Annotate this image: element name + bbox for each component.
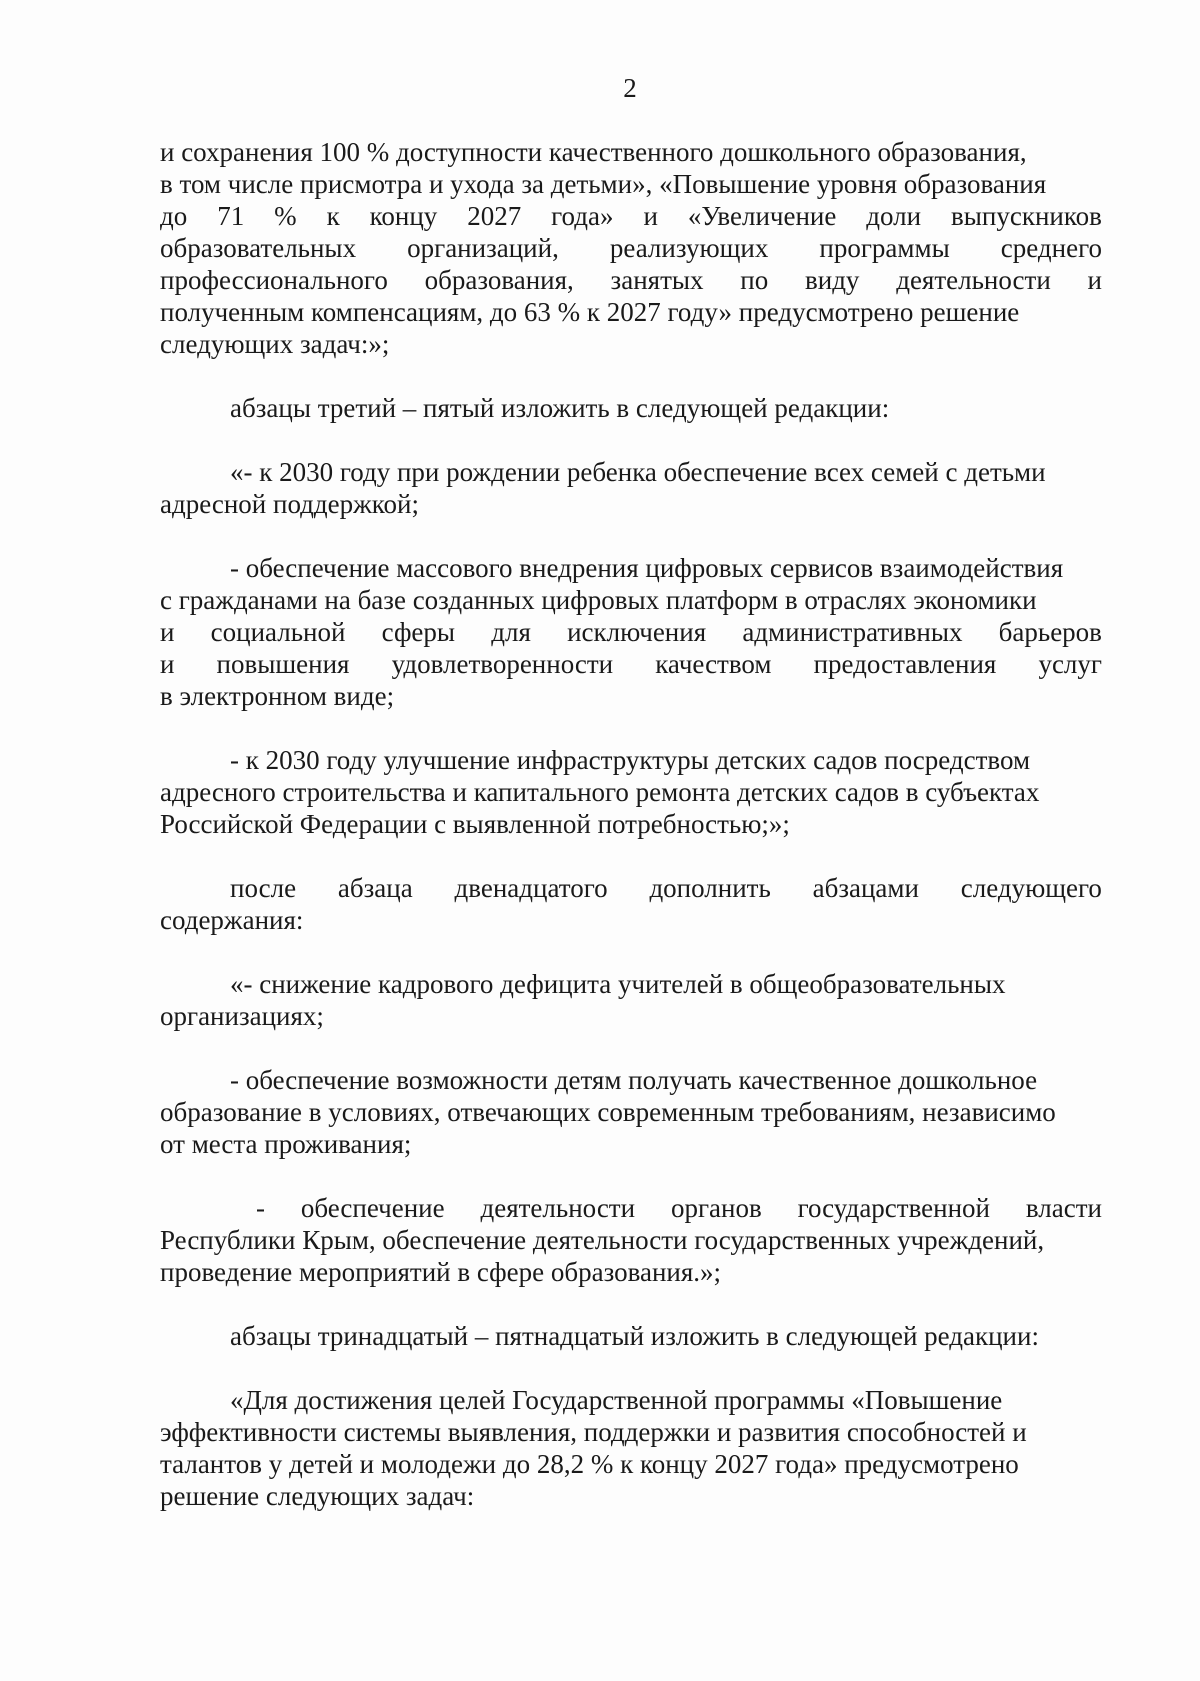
- word: и: [160, 617, 175, 647]
- page-number: 2: [623, 73, 637, 103]
- word: повышения: [216, 649, 350, 679]
- paragraph-6: [160, 872, 1102, 936]
- word: %: [274, 201, 297, 231]
- word: реализующих: [609, 233, 769, 263]
- word: деятельности: [896, 265, 1051, 295]
- text-line-justified: [160, 616, 1102, 648]
- paragraph-8: [160, 1064, 1102, 1160]
- word: исключения: [567, 617, 707, 647]
- word: после: [230, 873, 297, 903]
- word: виду: [805, 265, 860, 295]
- text-line: Республики Крым, обеспечение деятельности государственных учреждений,: [160, 1225, 1045, 1255]
- word: органов: [670, 1193, 762, 1223]
- text-line: - обеспечение массового внедрения цифровых сервисов взаимодействия: [230, 553, 1064, 583]
- text-line-justified: [160, 872, 1102, 904]
- word: программы: [819, 233, 950, 263]
- paragraph-7: [160, 968, 1102, 1032]
- word: обеспечение: [300, 1193, 445, 1223]
- paragraph-2: [160, 392, 1102, 424]
- word: следующего: [960, 873, 1102, 903]
- word: организаций,: [407, 233, 559, 263]
- text-line: «- снижение кадрового дефицита учителей в общеобразовательных: [230, 969, 1006, 999]
- text-line: проведение мероприятий в сфере образования.»;: [160, 1257, 722, 1287]
- text-line: - к 2030 году улучшение инфраструктуры детских садов посредством: [230, 745, 1031, 775]
- text-line: Российской Федерации с выявленной потребностью;»;: [160, 809, 790, 839]
- word: сферы: [381, 617, 456, 647]
- text-line: с гражданами на базе созданных цифровых платформ в отраслях экономики: [160, 585, 1037, 615]
- text-line: и сохранения 100 % доступности качественного дошкольного образования,: [160, 137, 1027, 167]
- word: дополнить: [649, 873, 771, 903]
- word: среднего: [1000, 233, 1102, 263]
- word: года»: [551, 201, 614, 231]
- word: 71: [217, 201, 245, 231]
- text-line-justified: [160, 648, 1102, 680]
- word: и: [643, 201, 658, 231]
- word: и: [160, 649, 175, 679]
- word: деятельности: [480, 1193, 636, 1223]
- text-line: абзацы тринадцатый – пятнадцатый изложить в следующей редакции:: [230, 1321, 1039, 1351]
- text-line-justified: [160, 232, 1102, 264]
- text-line: в электронном виде;: [160, 681, 395, 711]
- word: удовлетворенности: [391, 649, 614, 679]
- text-line: талантов у детей и молодежи до 28,2 % к концу 2027 года» предусмотрено: [160, 1449, 1019, 1479]
- word: профессионального: [160, 265, 388, 295]
- word: и: [1087, 265, 1102, 295]
- text-line: организациях;: [160, 1001, 324, 1031]
- word: образовательных: [160, 233, 357, 263]
- word: абзаца: [337, 873, 413, 903]
- word: концу: [369, 201, 438, 231]
- word: социальной: [210, 617, 346, 647]
- word: услуг: [1038, 649, 1102, 679]
- word: по: [740, 265, 769, 295]
- word: для: [491, 617, 531, 647]
- text-line: в том числе присмотра и ухода за детьми», «Повышение уровня образования: [160, 169, 1047, 199]
- word: административных: [742, 617, 963, 647]
- text-line: содержания:: [160, 905, 304, 935]
- paragraph-9: [160, 1192, 1102, 1288]
- text-line: полученным компенсациям, до 63 % к 2027 году» предусмотрено решение: [160, 297, 1020, 327]
- text-line: от места проживания;: [160, 1129, 412, 1159]
- text-line: «- к 2030 году при рождении ребенка обеспечение всех семей с детьми: [230, 457, 1046, 487]
- word: занятых: [610, 265, 704, 295]
- paragraph-5: [160, 744, 1102, 840]
- text-line: абзацы третий – пятый изложить в следующей редакции:: [230, 393, 890, 423]
- word: до: [160, 201, 188, 231]
- word: доли: [866, 201, 922, 231]
- word: двенадцатого: [454, 873, 608, 903]
- paragraph-1: [160, 136, 1102, 360]
- word: власти: [1025, 1193, 1102, 1223]
- text-line: «Для достижения целей Государственной программы «Повышение: [230, 1385, 1003, 1415]
- text-line: адресного строительства и капитального ремонта детских садов в субъектах: [160, 777, 1040, 807]
- document-body: [160, 136, 1102, 1512]
- word: 2027: [467, 201, 522, 231]
- paragraph-4: [160, 552, 1102, 712]
- text-line-justified: [160, 1192, 1102, 1224]
- paragraph-11: [160, 1384, 1102, 1512]
- text-line: эффективности системы выявления, поддержки и развития способностей и: [160, 1417, 1027, 1447]
- word: предоставления: [813, 649, 997, 679]
- paragraph-10: [160, 1320, 1102, 1352]
- word: абзацами: [812, 873, 919, 903]
- text-line: адресной поддержкой;: [160, 489, 419, 519]
- word: выпускников: [951, 201, 1102, 231]
- word: образования,: [424, 265, 574, 295]
- word: -: [256, 1193, 265, 1223]
- word: качеством: [655, 649, 772, 679]
- paragraph-3: [160, 456, 1102, 520]
- text-line-justified: [160, 264, 1102, 296]
- text-line: решение следующих задач:: [160, 1481, 475, 1511]
- text-line: следующих задач:»;: [160, 329, 390, 359]
- text-line: - обеспечение возможности детям получать качественное дошкольное: [230, 1065, 1038, 1095]
- word: барьеров: [998, 617, 1102, 647]
- word: государственной: [797, 1193, 991, 1223]
- text-line: образование в условиях, отвечающих современным требованиям, независимо: [160, 1097, 1056, 1127]
- word: «Увеличение: [687, 201, 837, 231]
- word: к: [326, 201, 340, 231]
- text-line-justified: [160, 200, 1102, 232]
